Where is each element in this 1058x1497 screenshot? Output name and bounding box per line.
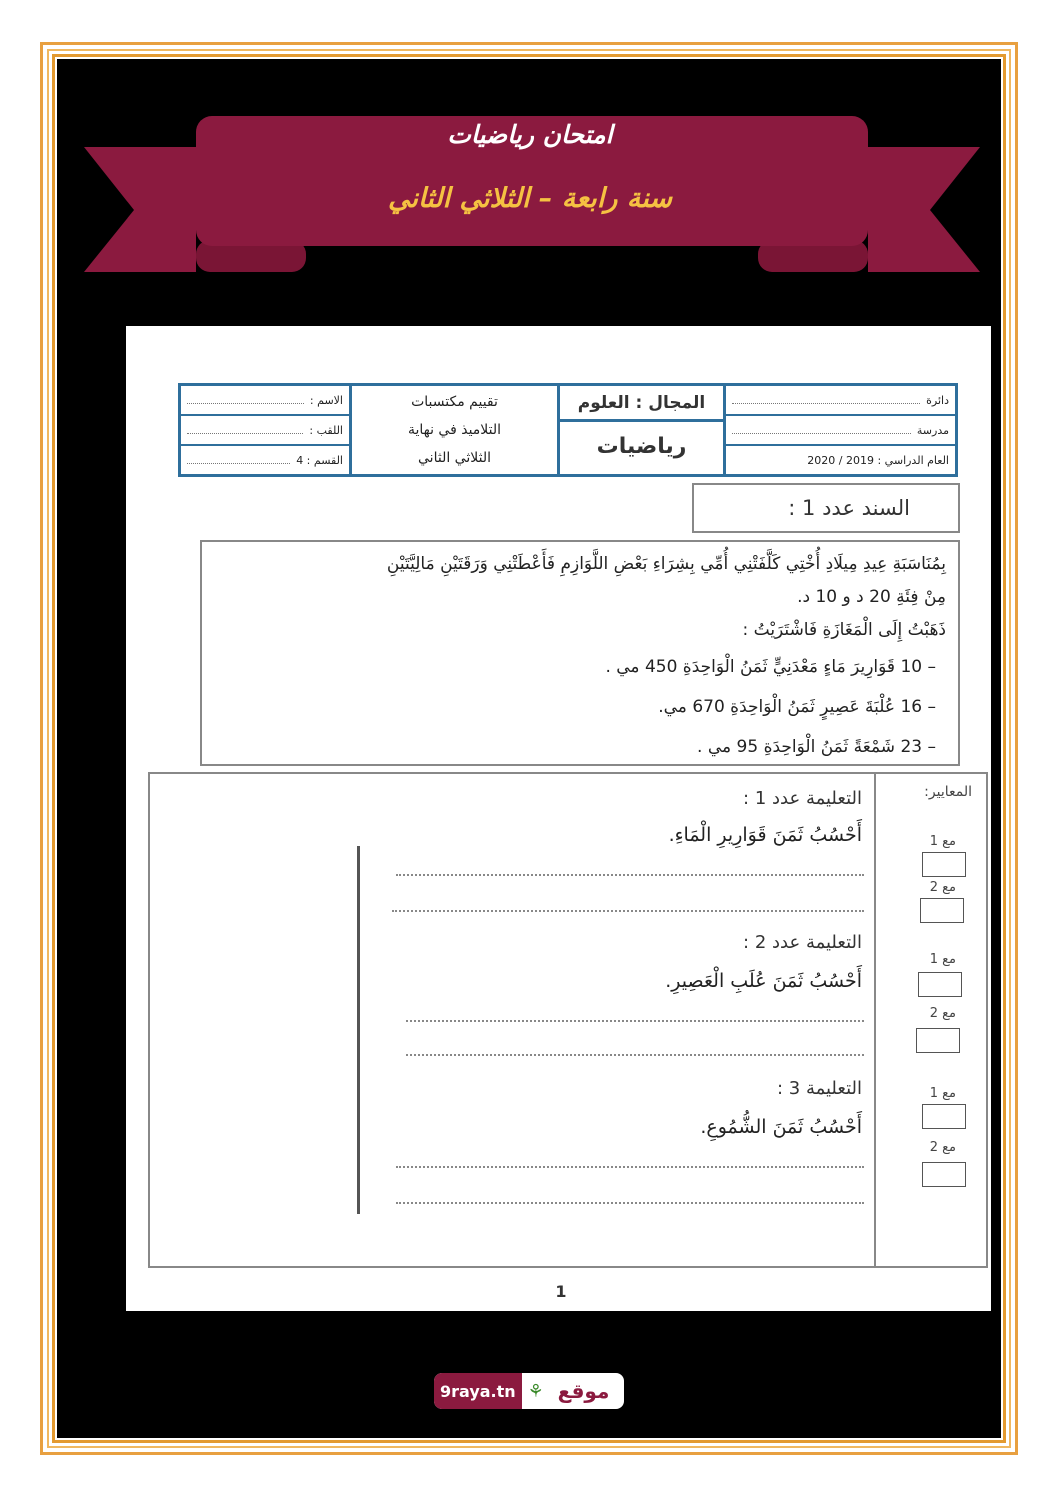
subject-cell [557, 386, 723, 474]
criterion-label: مع 1 [929, 952, 956, 967]
student-info-cell [181, 386, 349, 474]
site-logo[interactable] [434, 1373, 624, 1409]
answer-line[interactable] [392, 910, 864, 912]
assessment-line-3: الثلاثي الثاني [418, 450, 491, 466]
context-text [200, 540, 960, 766]
answer-divider [357, 846, 360, 1214]
task-area [148, 772, 988, 1268]
context-line-3: ذَهَبْتُ إِلَى الْمَغَازَةِ فَاشْتَرَيْتُ : [742, 620, 946, 640]
answer-line[interactable] [396, 874, 864, 876]
purchase-item: – 10 قَوَارِيرَ مَاءٍ مَعْدَنِيٍّ ثَمَنُ الْوَاحِدَةِ 450 مي . [605, 657, 936, 677]
answer-line[interactable] [396, 1166, 864, 1168]
task-1-heading: التعليمة عدد 1 : [743, 788, 862, 809]
sanad-title: السند عدد 1 : [692, 483, 960, 533]
site-logo-domain: 9raya.tn [434, 1373, 522, 1409]
task-1-text: أَحْسُبُ ثَمَنَ قَوَارِيرِ الْمَاءِ. [668, 824, 862, 846]
class-row: القسم : 4 [181, 446, 349, 474]
answer-line[interactable] [406, 1020, 864, 1022]
criterion-label: مع 2 [929, 1006, 956, 1021]
context-line-2: مِنْ فِئَةِ 20 د و 10 د. [797, 587, 946, 607]
banner-title: امتحان رياضيات [447, 120, 613, 149]
task-3-text: أَحْسُبُ ثَمَنَ الشُّمُوعِ. [700, 1116, 862, 1138]
assessment-line-1: تقييم مكتسبات [411, 394, 498, 410]
criterion-score-box[interactable] [922, 852, 966, 877]
exam-page [126, 326, 991, 1311]
page-number: 1 [555, 1282, 567, 1301]
surname-row: اللقب : [181, 416, 349, 446]
assessment-line-2: التلاميذ في نهاية [407, 422, 502, 438]
purchase-item: – 23 شَمْعَةً ثَمَنُ الْوَاحِدَةِ 95 مي . [697, 737, 936, 757]
domain-label: المجال : العلوم [560, 386, 723, 422]
criterion-label: مع 1 [929, 834, 956, 849]
task-2-text: أَحْسُبُ ثَمَنَ عُلَبِ الْعَصِيرِ. [665, 970, 862, 992]
context-line-1: بِمُنَاسَبَةِ عِيدِ مِيلَادِ أُخْتِي كَلَّفَتْنِي أُمِّي بِشِرَاءِ بَعْضِ اللَّوَازِمِ فَأَعْطَتْنِي وَرَقَتَيْنِ مَالِيَّتَيْنِ [386, 554, 946, 574]
site-logo-word: موقع [557, 1379, 610, 1403]
subject-label: رياضيات [596, 434, 687, 459]
school-info-cell [723, 386, 955, 474]
criteria-title: المعايير: [924, 784, 972, 800]
district-row: دائرة [726, 386, 955, 416]
task-3-heading: التعليمة 3 : [776, 1078, 862, 1099]
criteria-column [874, 774, 986, 1266]
answer-line[interactable] [396, 1202, 864, 1204]
criterion-label: مع 2 [929, 1140, 956, 1155]
school-row: مدرسة [726, 416, 955, 446]
header-table [178, 383, 958, 477]
name-row: الاسم : [181, 386, 349, 416]
assessment-cell [349, 386, 557, 474]
criterion-score-box[interactable] [918, 972, 962, 997]
school-year-row: العام الدراسي : 2019 / 2020 [807, 453, 949, 467]
criterion-label: مع 1 [929, 1086, 956, 1101]
answer-line[interactable] [406, 1054, 864, 1056]
task-2-heading: التعليمة عدد 2 : [743, 932, 862, 953]
tree-icon: ⚘ [527, 1380, 544, 1402]
purchase-item: – 16 عُلْبَةَ عَصِيرٍ ثَمَنُ الْوَاحِدَةِ 670 مي. [658, 697, 936, 717]
criterion-score-box[interactable] [920, 898, 964, 923]
banner-subtitle: سنة رابعة – الثلاثي الثاني [387, 183, 673, 214]
criterion-score-box[interactable] [916, 1028, 960, 1053]
criterion-label: مع 2 [929, 880, 956, 895]
criterion-score-box[interactable] [922, 1104, 966, 1129]
criterion-score-box[interactable] [922, 1162, 966, 1187]
